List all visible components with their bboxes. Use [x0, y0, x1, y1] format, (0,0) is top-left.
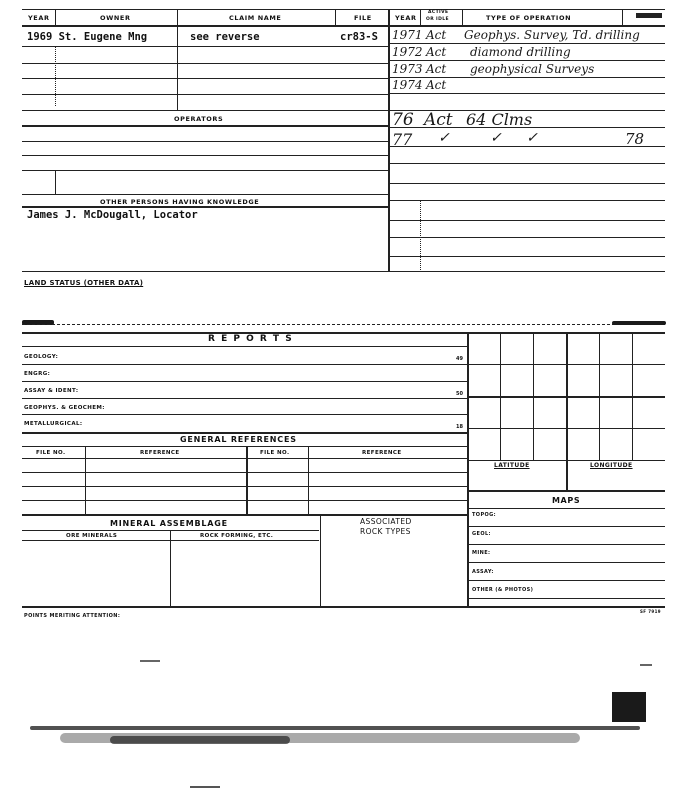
report-metallurgical-code: 18	[456, 424, 463, 430]
row-line	[388, 256, 665, 257]
general-references-title: GENERAL REFERENCES	[180, 435, 297, 444]
col-divider	[566, 460, 568, 490]
row-line	[467, 562, 665, 563]
top-bottom-border	[22, 271, 665, 272]
owner-header: OWNER	[100, 14, 131, 22]
year-right-header: YEAR	[395, 14, 417, 22]
row-line	[388, 93, 665, 94]
op-status-5: Act	[424, 110, 453, 130]
row-line	[22, 458, 467, 459]
report-engrg: ENGRG:	[24, 371, 51, 377]
form-code: SF 7919	[640, 609, 661, 614]
op-status-3: Act	[426, 62, 447, 76]
row-line	[22, 94, 388, 95]
associated-label: ASSOCIATED	[360, 517, 412, 526]
redacted-header-mark	[636, 13, 662, 18]
col-divider	[55, 170, 56, 194]
row-line	[22, 78, 388, 79]
op-status-1: Act	[426, 28, 447, 42]
reports-right-divider	[467, 332, 469, 606]
row-line	[467, 544, 665, 545]
type-of-operation-header: TYPE OF OPERATION	[486, 14, 572, 22]
other-persons-label: OTHER PERSONS HAVING KNOWLEDGE	[100, 198, 260, 206]
op-extra-6: 78	[625, 130, 645, 148]
maps-geol: GEOL:	[472, 531, 491, 537]
op-type-6: ✓ ✓	[490, 130, 548, 146]
row-line	[22, 432, 467, 434]
mineral-assemblage-title: MINERAL ASSEMBLAGE	[110, 519, 228, 528]
year-header: YEAR	[28, 14, 50, 22]
gr-file-no-2: FILE NO.	[260, 450, 290, 456]
maps-mine: MINE:	[472, 550, 491, 556]
maps-assay: ASSAY:	[472, 569, 494, 575]
col-divider	[308, 446, 309, 514]
row-line	[388, 163, 665, 164]
scan-mark-right	[612, 321, 666, 325]
row-line	[388, 146, 665, 147]
op-status-6: ✓	[438, 130, 450, 146]
torn-edge	[22, 324, 665, 325]
row-line	[22, 170, 388, 171]
reports-bottom-line	[22, 606, 665, 608]
reports-title: R E P O R T S	[208, 334, 294, 344]
op-year-5: 76	[392, 110, 414, 130]
op-status-2: Act	[426, 45, 447, 59]
row-line	[388, 220, 665, 221]
scan-speck	[640, 664, 652, 666]
row-line	[22, 141, 388, 142]
scan-speck	[190, 786, 220, 788]
col-divider	[170, 530, 171, 606]
scan-block	[612, 692, 646, 722]
report-assay: ASSAY & IDENT:	[24, 388, 79, 394]
top-border	[22, 9, 665, 10]
report-geology: GEOLOGY:	[24, 354, 59, 360]
row-line	[467, 508, 665, 509]
col-divider	[622, 9, 623, 25]
grid-line	[467, 396, 665, 398]
row-line	[467, 598, 665, 599]
scan-streak-1	[30, 726, 640, 730]
col-divider	[55, 9, 56, 25]
col-divider	[55, 46, 56, 106]
op-year-1: 1971	[392, 28, 423, 42]
maps-other: OTHER (& PHOTOS)	[472, 587, 534, 593]
points-meriting-label: POINTS MERITING ATTENTION:	[24, 613, 121, 619]
latitude-label: LATITUDE	[494, 462, 530, 469]
row-line	[22, 206, 388, 208]
col-divider	[420, 200, 421, 272]
col-divider	[85, 446, 86, 514]
row-line	[388, 183, 665, 184]
op-type-2: diamond drilling	[470, 45, 571, 59]
land-status-label: LAND STATUS (OTHER DATA)	[24, 279, 144, 287]
row-line	[22, 125, 388, 127]
ore-minerals-label: ORE MINERALS	[66, 533, 118, 539]
row-line	[22, 414, 467, 415]
gr-reference-2: REFERENCE	[362, 450, 402, 456]
row-line	[467, 526, 665, 527]
row-line	[22, 398, 467, 399]
claim-name-header: CLAIM NAME	[229, 14, 282, 22]
report-geophys: GEOPHYS. & GEOCHEM:	[24, 405, 105, 411]
scan-speck	[140, 660, 160, 662]
file-header: FILE	[354, 14, 372, 22]
grid-line	[467, 428, 665, 429]
report-metallurgical: METALLURGICAL:	[24, 421, 83, 427]
row-line	[22, 46, 388, 47]
row-line	[22, 514, 467, 516]
col-divider	[320, 514, 321, 606]
scan-streak-3	[110, 736, 290, 744]
op-type-3: geophysical Surveys	[470, 62, 595, 76]
or-idle-header: OR IDLE	[426, 17, 450, 22]
col-divider	[335, 9, 336, 25]
op-year-3: 1973	[392, 62, 423, 76]
report-assay-code: 50	[456, 391, 463, 397]
row-line	[388, 237, 665, 238]
op-year-6: 77	[392, 130, 413, 149]
col-divider	[388, 9, 390, 272]
operators-label: OPERATORS	[174, 115, 224, 123]
row-line	[22, 63, 388, 64]
report-geology-code: 49	[456, 356, 463, 362]
col-divider	[246, 446, 248, 514]
rock-types-label: ROCK TYPES	[360, 527, 411, 536]
col-divider	[420, 9, 421, 25]
row-line	[467, 490, 665, 492]
maps-title: MAPS	[552, 496, 581, 505]
grid-line	[467, 364, 665, 365]
row-line	[22, 110, 388, 111]
row-line	[22, 446, 467, 447]
row-line	[22, 346, 467, 347]
op-status-4: Act	[426, 78, 447, 92]
row-line	[388, 200, 665, 201]
rock-forming-label: ROCK FORMING, ETC.	[200, 533, 274, 539]
op-year-2: 1972	[392, 45, 423, 59]
row-line	[22, 381, 467, 382]
header-rule	[22, 25, 665, 27]
longitude-label: LONGITUDE	[590, 462, 633, 469]
row-line	[22, 155, 388, 156]
row-line	[388, 43, 665, 44]
row-line	[467, 580, 665, 581]
row-line	[22, 500, 467, 501]
other-persons-value: James J. McDougall, Locator	[27, 209, 198, 221]
op-type-5: 64 Clms	[466, 110, 533, 129]
row-line	[388, 60, 665, 61]
row-line	[22, 364, 467, 365]
row-line	[22, 472, 467, 473]
file-value: cr83-S	[340, 31, 378, 43]
row-line	[22, 194, 388, 195]
col-divider	[462, 9, 463, 25]
reports-top-line	[22, 332, 665, 334]
row-line	[22, 486, 467, 487]
gr-file-no-1: FILE NO.	[36, 450, 66, 456]
claim-name-value: see reverse	[190, 31, 260, 43]
gr-reference-1: REFERENCE	[140, 450, 180, 456]
owner-value: 1969 St. Eugene Mng	[27, 31, 148, 43]
op-type-1: Geophys. Survey, Td. drilling	[464, 28, 640, 42]
op-year-4: 1974	[392, 78, 423, 92]
active-header: ACTIVE	[428, 10, 449, 15]
maps-topog: TOPOG:	[472, 512, 497, 518]
